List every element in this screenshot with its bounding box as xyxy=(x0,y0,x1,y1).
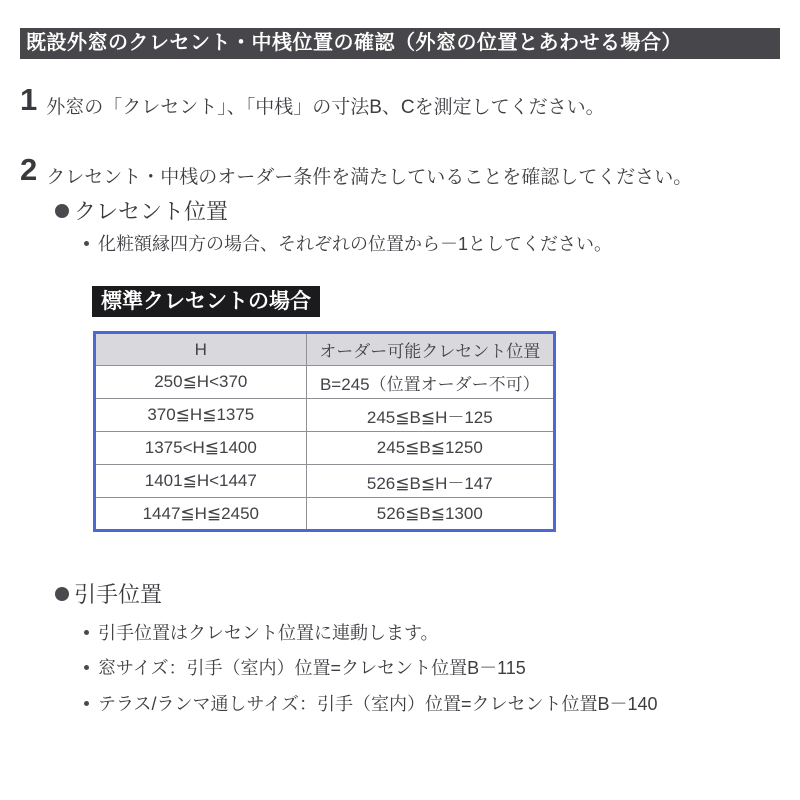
step-2-text: クレセント・中桟のオーダー条件を満たしていることを確認してください。 xyxy=(46,167,693,188)
step-1-text: 外窓の「クレセント」、「中桟」の寸法B、Cを測定してください。 xyxy=(46,97,605,118)
table-row xyxy=(95,432,555,465)
handle-note-1 xyxy=(84,619,439,645)
table-cell-h-range: 1447≦H≦2450 xyxy=(95,498,307,531)
handle-note-2-text: 窓サイズ：引手（室内）位置=クレセント位置B－115 xyxy=(98,658,526,678)
step-1 xyxy=(20,82,605,119)
bullet-dot-icon xyxy=(84,701,89,706)
step-1-number: 1 xyxy=(20,82,38,117)
table-row xyxy=(95,399,555,432)
bullet-dot-icon xyxy=(84,241,89,246)
table-row xyxy=(95,465,555,498)
step-2 xyxy=(20,152,693,189)
table-row xyxy=(95,366,555,399)
table-cell-order-range: B=245（位置オーダー不可） xyxy=(306,366,554,399)
table-cell-h-range: 1401≦H<1447 xyxy=(95,465,307,498)
handle-note-3 xyxy=(84,690,658,716)
table-cell-order-range: 245≦B≦H－125 xyxy=(306,399,554,432)
table-row xyxy=(95,498,555,531)
crescent-position-note-text: 化粧額縁四方の場合、それぞれの位置から－1としてください。 xyxy=(98,234,613,254)
table-cell-order-range: 245≦B≦1250 xyxy=(306,432,554,465)
step-2-number: 2 xyxy=(20,152,38,187)
handle-note-2 xyxy=(84,654,526,680)
standard-crescent-label: 標準クレセントの場合 xyxy=(92,286,320,317)
table-cell-h-range: 370≦H≦1375 xyxy=(95,399,307,432)
table-cell-order-range: 526≦B≦1300 xyxy=(306,498,554,531)
handle-note-1-text: 引手位置はクレセント位置に連動します。 xyxy=(98,623,439,643)
crescent-position-note xyxy=(84,230,612,256)
handle-note-3-text: テラス/ランマ通しサイズ：引手（室内）位置=クレセント位置B－140 xyxy=(98,694,658,714)
crescent-position-heading-label: クレセント位置 xyxy=(74,199,229,224)
bullet-dot-icon xyxy=(84,665,89,670)
table-header-row xyxy=(95,333,555,366)
bullet-circle-icon xyxy=(55,204,69,218)
bullet-circle-icon xyxy=(55,587,69,601)
crescent-position-table xyxy=(93,331,556,532)
handle-position-heading-label: 引手位置 xyxy=(74,582,163,607)
table-cell-order-range: 526≦B≦H－147 xyxy=(306,465,554,498)
table-cell-h-range: 250≦H<370 xyxy=(95,366,307,399)
handle-position-heading xyxy=(55,578,162,609)
table-header-h: H xyxy=(95,333,307,366)
bullet-dot-icon xyxy=(84,630,89,635)
table-cell-h-range: 1375<H≦1400 xyxy=(95,432,307,465)
page-title: 既設外窓のクレセント・中桟位置の確認（外窓の位置とあわせる場合） xyxy=(20,28,780,59)
crescent-position-heading xyxy=(55,195,228,226)
table-header-order-position: オーダー可能クレセント位置 xyxy=(306,333,554,366)
